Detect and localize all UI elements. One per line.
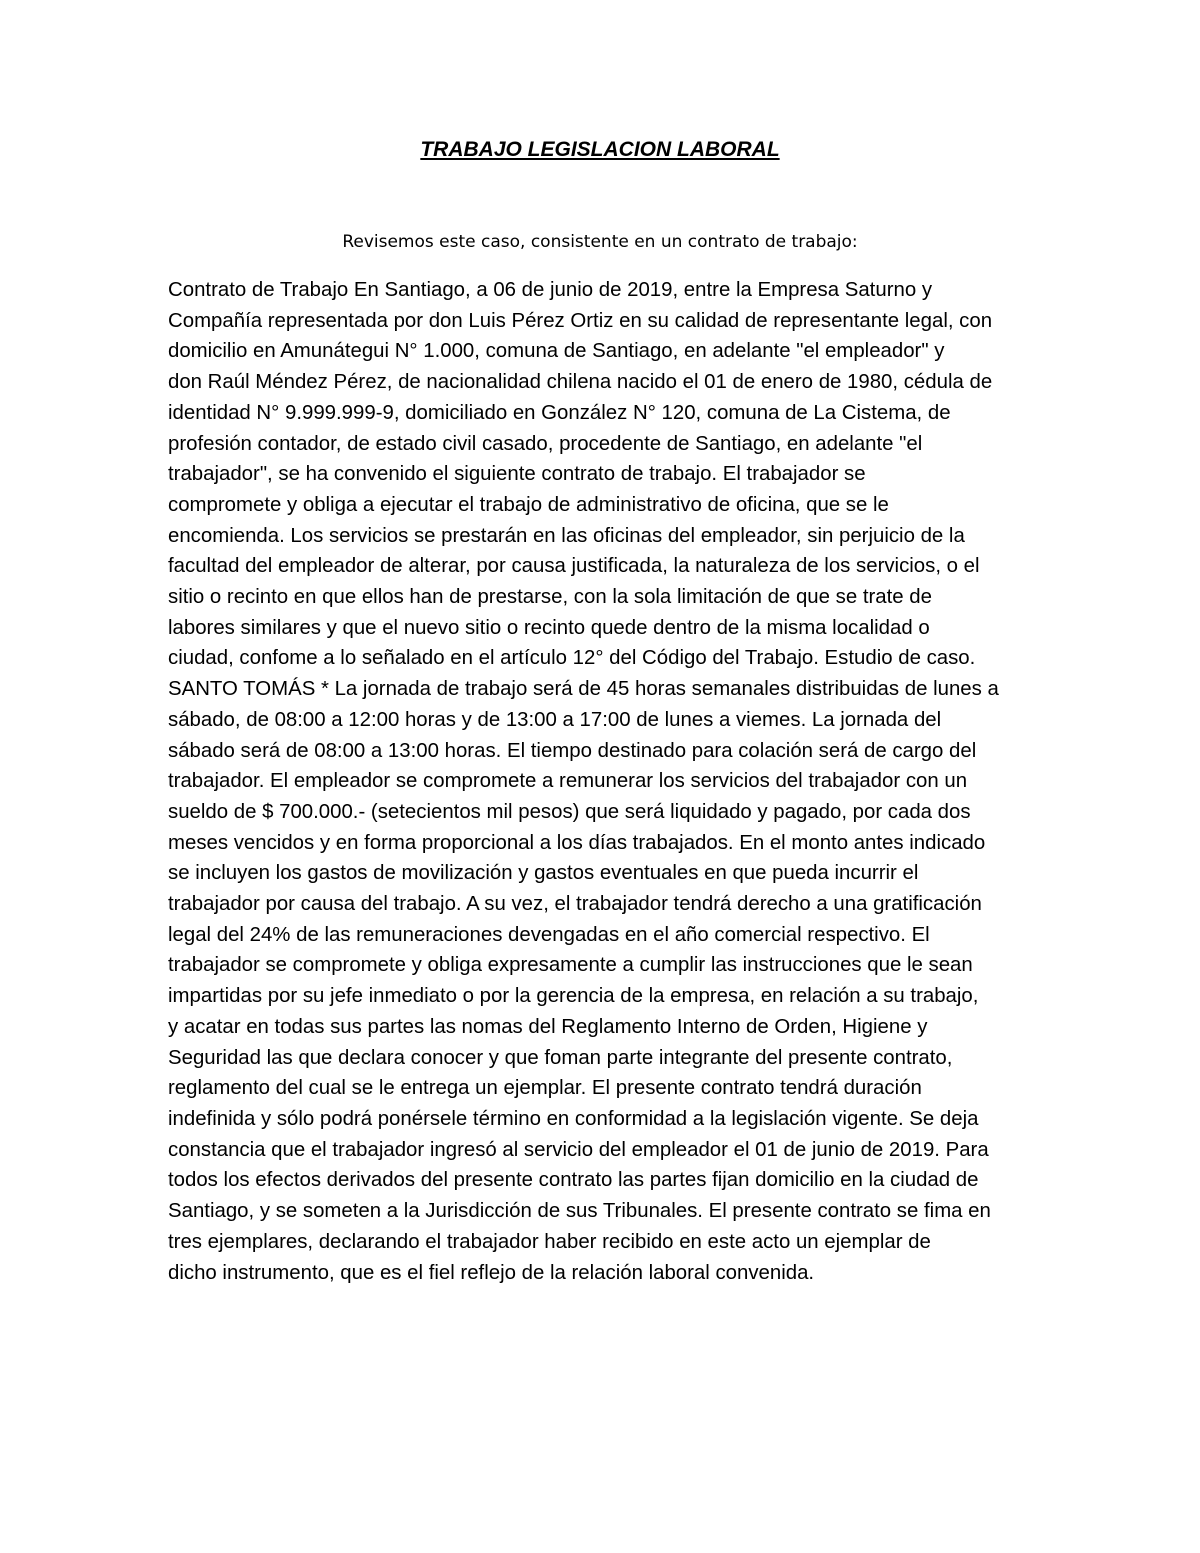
body-line: trabajador se compromete y obliga expresamente a cumplir las instrucciones que le sean bbox=[168, 954, 973, 977]
body-line: encomienda. Los servicios se prestarán en las oficinas del empleador, sin perjuicio de la bbox=[168, 524, 965, 547]
body-line: indefinida y sólo podrá ponérsele término en conformidad a la legislación vigente. Se deja bbox=[168, 1107, 979, 1130]
body-line: domicilio en Amunátegui N° 1.000, comuna de Santiago, en adelante "el empleador" y bbox=[168, 340, 945, 363]
body-line: reglamento del cual se le entrega un ejemplar. El presente contrato tendrá duración bbox=[168, 1077, 922, 1100]
body-line: sitio o recinto en que ellos han de prestarse, con la sola limitación de que se trate de bbox=[168, 586, 932, 609]
body-line: trabajador por causa del trabajo. A su vez, el trabajador tendrá derecho a una gratificación bbox=[168, 893, 982, 916]
body-line: tres ejemplares, declarando el trabajador haber recibido en este acto un ejemplar de bbox=[168, 1230, 931, 1253]
body-line: ciudad, confome a lo señalado en el artículo 12° del Código del Trabajo. Estudio de caso. bbox=[168, 647, 976, 670]
contract-body bbox=[168, 275, 1038, 1288]
document-title: TRABAJO LEGISLACION LABORAL bbox=[420, 138, 780, 161]
body-line: dicho instrumento, que es el fiel reflejo de la relación laboral convenida. bbox=[168, 1261, 815, 1284]
body-line: todos los efectos derivados del presente contrato las partes fijan domicilio en la ciudad de bbox=[168, 1169, 979, 1192]
body-line: impartidas por su jefe inmediato o por la gerencia de la empresa, en relación a su trabajo, bbox=[168, 985, 979, 1008]
body-line: facultad del empleador de alterar, por causa justificada, la naturaleza de los servicios, o el bbox=[168, 555, 980, 578]
body-line: don Raúl Méndez Pérez, de nacionalidad chilena nacido el 01 de enero de 1980, cédula de bbox=[168, 371, 993, 394]
body-line: Seguridad las que declara conocer y que foman parte integrante del presente contrato, bbox=[168, 1046, 953, 1069]
body-line: meses vencidos y en forma proporcional a los días trabajados. En el monto antes indicado bbox=[168, 831, 986, 854]
body-line: constancia que el trabajador ingresó al servicio del empleador el 01 de junio de 2019. Para bbox=[168, 1138, 989, 1161]
body-line: sábado será de 08:00 a 13:00 horas. El tiempo destinado para colación será de cargo del bbox=[168, 739, 977, 762]
body-line: trabajador. El empleador se compromete a remunerar los servicios del trabajador con un bbox=[168, 770, 968, 793]
body-line: sueldo de $ 700.000.- (setecientos mil pesos) que será liquidado y pagado, por cada dos bbox=[168, 800, 971, 823]
body-line: trabajador", se ha convenido el siguiente contrato de trabajo. El trabajador se bbox=[168, 463, 866, 486]
body-line: Santiago, y se someten a la Jurisdicción de sus Tribunales. El presente contrato se fima en bbox=[168, 1200, 991, 1223]
body-line: profesión contador, de estado civil casado, procedente de Santiago, en adelante "el bbox=[168, 432, 923, 455]
body-line: SANTO TOMÁS * La jornada de trabajo será de 45 horas semanales distribuidas de lunes a bbox=[168, 678, 999, 701]
body-line: identidad N° 9.999.999-9, domiciliado en González N° 120, comuna de La Cistema, de bbox=[168, 401, 951, 424]
body-line: compromete y obliga a ejecutar el trabajo de administrativo de oficina, que se le bbox=[168, 493, 889, 516]
body-line: Compañía representada por don Luis Pérez Ortiz en su calidad de representante legal, con bbox=[168, 309, 993, 332]
body-line: Contrato de Trabajo En Santiago, a 06 de junio de 2019, entre la Empresa Saturno y bbox=[168, 279, 933, 301]
intro-text: Revisemos este caso, consistente en un contrato de trabajo: bbox=[342, 232, 858, 252]
body-line: legal del 24% de las remuneraciones devengadas en el año comercial respectivo. El bbox=[168, 923, 930, 946]
body-line: se incluyen los gastos de movilización y gastos eventuales en que pueda incurrir el bbox=[168, 862, 919, 885]
body-line: y acatar en todas sus partes las nomas del Reglamento Interno de Orden, Higiene y bbox=[168, 1015, 928, 1038]
body-line: labores similares y que el nuevo sitio o recinto quede dentro de la misma localidad o bbox=[168, 616, 930, 639]
body-line: sábado, de 08:00 a 12:00 horas y de 13:00 a 17:00 de lunes a viemes. La jornada del bbox=[168, 708, 942, 731]
